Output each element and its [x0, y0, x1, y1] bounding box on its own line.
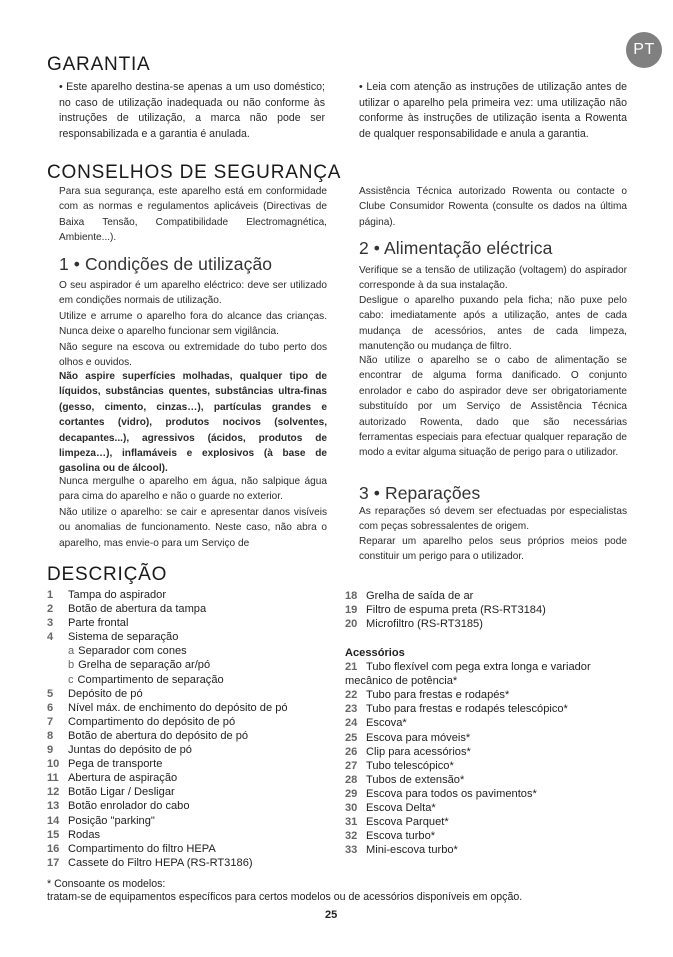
page-number: 25: [325, 909, 338, 921]
list-item: 27 Tubo telescópico*: [345, 759, 454, 772]
list-item: 2 Botão de abertura da tampa: [47, 603, 207, 616]
list-item: 18 Grelha de saída de ar: [345, 590, 474, 602]
list-item: 7 Compartimento do depósito de pó: [47, 715, 236, 728]
list-item: 31 Escova Parquet*: [345, 816, 449, 829]
list-item: 24 Escova*: [345, 717, 407, 730]
heading-condicoes-utilizacao: 1 • Condições de utilização: [59, 254, 273, 274]
list-item: 32 Escova turbo*: [345, 830, 436, 843]
list-item: 22 Tubo para frestas e rodapés*: [345, 689, 510, 702]
condicoes-paragraph-continued: Assistência Técnica autorizado Rowenta ou contacte o Clube Consumidor Rowenta (consulte os dados na última página).: [359, 186, 627, 228]
section-title-seguranca: CONSELHOS DE SEGURANÇA: [47, 162, 342, 183]
list-item: 19 Filtro de espuma preta (RS-RT3184): [345, 604, 546, 617]
alimentacao-paragraph-1: Verifique se a tensão de utilização (voltagem) do aspirador corresponde à da sua instalação.: [359, 265, 627, 292]
list-item: 5 Depósito de pó: [47, 687, 143, 700]
list-item: 26 Clip para acessórios*: [345, 745, 471, 758]
list-item: 21 Tubo flexível com pega extra longa e variador: [345, 661, 591, 674]
list-item: 17 Cassete do Filtro HEPA (RS-RT3186): [47, 856, 253, 869]
alimentacao-paragraph-3: Não utilize o aparelho se o cabo de alimentação se encontrar de alguma forma danificado. O conjunto enrolador e cabo do aspirador deve ser obrigatoriamente substituído por um Serviço de Assistência Técnica autorizado Rowenta, dado que são necessárias ferramentas especiais para efectuar qualquer reparação de modo a evitar alguma situação de perigo para o utilizador.: [359, 355, 627, 459]
description-list-right: [345, 589, 546, 631]
condicoes-paragraph-1: O seu aspirador é um aparelho eléctrico: deve ser utilizado em condições normais de utilização.: [59, 280, 327, 307]
list-item: 29 Escova para todos os pavimentos*: [345, 787, 537, 800]
list-item: 11 Abertura de aspiração: [47, 772, 178, 785]
list-subitem: b Grelha de separação ar/pó: [68, 659, 211, 672]
list-item: 6 Nível máx. de enchimento do depósito de pó: [47, 701, 288, 714]
seguranca-intro: Para sua segurança, este aparelho está em conformidade com as normas e regulamentos aplicáveis (Directivas de Baixa Tensão, Compatibilidade Electromagnética, Ambiente...).: [59, 186, 327, 244]
list-item: 9 Juntas do depósito de pó: [47, 744, 192, 757]
reparacoes-paragraph-2: Reparar um aparelho pelos seus próprios meios pode constituir um perigo para o utilizador.: [359, 536, 627, 563]
heading-reparacoes: 3 • Reparações: [359, 483, 481, 503]
list-item: 15 Rodas: [47, 828, 101, 841]
description-list-left: [47, 588, 288, 870]
list-item: 12 Botão Ligar / Desligar: [47, 786, 175, 799]
list-item: 1 Tampa do aspirador: [47, 589, 167, 601]
list-item: 25 Escova para móveis*: [345, 731, 471, 744]
condicoes-paragraph-5: Não utilize o aparelho: se cair e apresentar danos visíveis ou anomalias de funcionamento. Neste caso, não abra o aparelho, mas envie-o para um Serviço de: [59, 507, 327, 549]
list-item: 30 Escova Delta*: [345, 802, 436, 815]
accessories-list: [345, 646, 591, 857]
alimentacao-paragraph-2: Desligue o aparelho puxando pela ficha; não puxe pelo cabo: imediatamente após a utilização, antes de cada mudança de acessórios, antes de cada limpeza, manutenção ou mudança de filtro.: [359, 295, 627, 353]
condicoes-paragraph-2: Utilize e arrume o aparelho fora do alcance das crianças. Nunca deixe o aparelho funcionar sem vigilância.: [59, 311, 327, 338]
reparacoes-paragraph-1: As reparações só devem ser efectuadas por especialistas com peças sobressalentes de origem.: [359, 506, 627, 533]
footnote-line-2: tratam-se de equipamentos específicos para certos modelos ou de acessórios disponíveis em opção.: [47, 891, 523, 903]
footnote-line-1: * Consoante os modelos:: [47, 878, 166, 890]
list-item: 28 Tubos de extensão*: [345, 773, 465, 786]
list-subitem: a Separador com cones: [68, 645, 187, 658]
list-item: 10 Pega de transporte: [47, 758, 163, 771]
accessories-heading: Acessórios: [345, 647, 405, 659]
list-item: 20 Microfiltro (RS-RT3185): [345, 618, 483, 631]
list-item: 8 Botão de abertura do depósito de pó: [47, 729, 249, 742]
list-item-continuation: mecânico de potência*: [345, 675, 458, 688]
list-item: 4 Sistema de separação: [47, 631, 179, 644]
condicoes-warning-bold: Não aspire superfícies molhadas, qualquer tipo de líquidos, substâncias quentes, substâncias ultra-finas (gesso, cimento, cinzas…), partículas grandes e cortantes (vidro), produtos nocivos (solventes, decapantes...), agressivos (ácidos, produtos de limpeza…), inflamáveis e explosivos (à base de gasolina ou de álcool).: [59, 371, 327, 475]
list-item: 16 Compartimento do filtro HEPA: [47, 842, 216, 855]
list-item: 3 Parte frontal: [47, 617, 129, 630]
section-title-descricao: DESCRIÇÃO: [47, 564, 168, 585]
list-item: 13 Botão enrolador do cabo: [47, 800, 190, 813]
garantia-paragraph-left: • Este aparelho destina-se apenas a um uso doméstico; no caso de utilização inadequada ou não conforme às instruções de utilização, a marca não pode ser responsabilizada e a garantia é anulada.: [59, 81, 325, 140]
condicoes-paragraph-3: Não segure na escova ou extremidade do tubo perto dos olhos e ouvidos.: [59, 342, 327, 369]
condicoes-paragraph-4: Nunca mergulhe o aparelho em água, não salpique água para cima do aparelho e não o guarde no exterior.: [59, 476, 327, 503]
heading-alimentacao-electrica: 2 • Alimentação eléctrica: [359, 238, 553, 258]
language-badge: PT: [626, 32, 662, 68]
list-item: 14 Posição "parking": [47, 814, 155, 827]
list-subitem: c Compartimento de separação: [68, 673, 224, 686]
list-item: 23 Tubo para frestas e rodapés telescópico*: [345, 703, 568, 716]
section-title-garantia: GARANTIA: [47, 54, 151, 75]
garantia-paragraph-right: • Leia com atenção as instruções de utilização antes de utilizar o aparelho pela primeira vez: uma utilização não conforme às instruções de utilização isenta a Rowenta de qualquer responsabilidade e anula a garantia.: [359, 81, 627, 140]
list-item: 33 Mini-escova turbo*: [345, 844, 458, 857]
